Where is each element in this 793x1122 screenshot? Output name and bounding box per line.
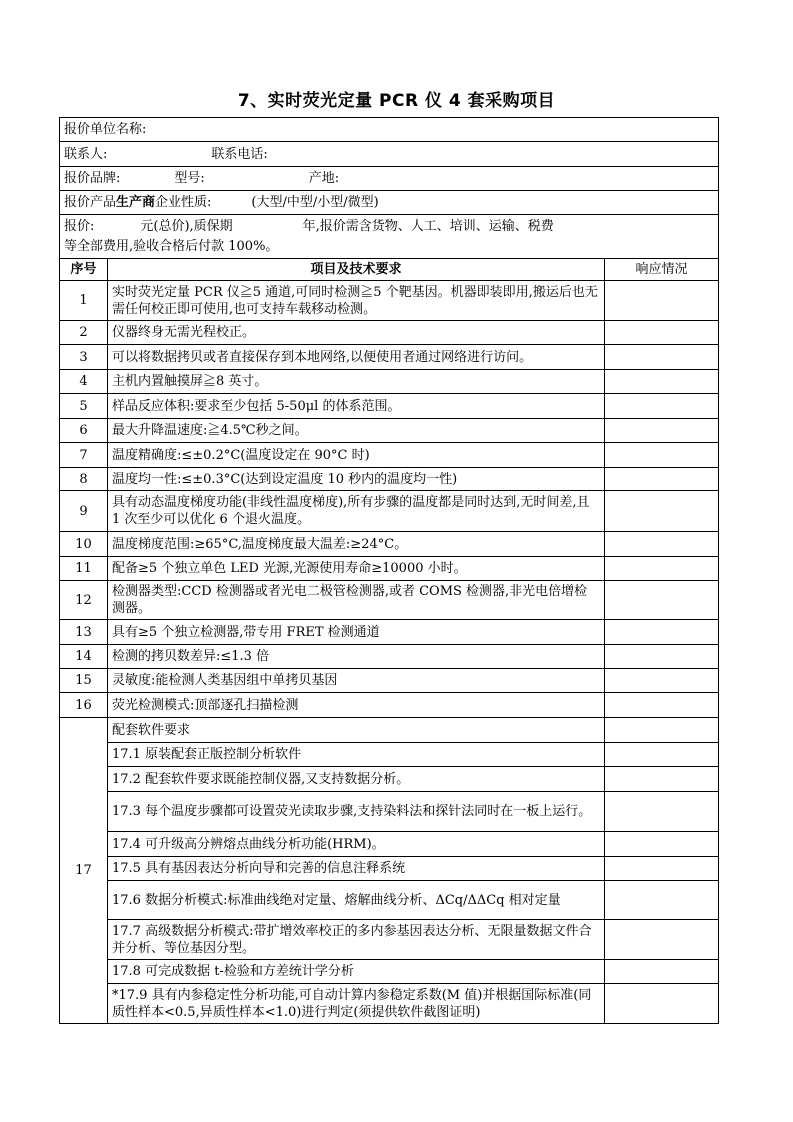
response-cell[interactable] (605, 419, 719, 443)
row-number: 7 (60, 443, 108, 468)
response-cell[interactable] (605, 620, 719, 645)
table-row (60, 792, 719, 832)
response-cell[interactable] (605, 792, 719, 832)
contact-person-label: 联系人: (64, 146, 108, 162)
response-cell[interactable] (605, 281, 719, 321)
row-number: 15 (60, 669, 108, 693)
brand-label: 报价品牌: (64, 171, 121, 186)
table-row (60, 321, 719, 345)
table-row (60, 693, 719, 718)
table-row (60, 468, 719, 491)
requirement-text: 具有动态温度梯度功能(非线性温度梯度),所有步骤的温度都是同时达到,无时间差,且 1 次至少可以优化 6 个退火温度。 (108, 491, 605, 532)
table-row (60, 832, 719, 857)
table-row (60, 960, 719, 984)
table-row (60, 920, 719, 960)
row-number: 3 (60, 345, 108, 370)
table-row (60, 984, 719, 1024)
response-cell[interactable] (605, 718, 719, 743)
price-payment-terms: 等全部费用,验收合格后付款 100%。 (64, 238, 279, 254)
requirement-text: 温度均一性:≤±0.3°C(达到设定温度 10 秒内的温度均一性) (108, 468, 605, 491)
requirement-text: 检测的拷贝数差异:≤1.3 倍 (108, 645, 605, 669)
software-requirement: 17.2 配套软件要求既能控制仪器,又支持数据分析。 (108, 767, 605, 792)
requirement-text: 灵敏度:能检测人类基因组中单拷贝基因 (108, 669, 605, 693)
requirement-text: 样品反应体积:要求至少包括 5-50μl 的体系范围。 (108, 394, 605, 419)
response-cell[interactable] (605, 557, 719, 581)
requirement-text: 主机内置触摸屏≧8 英寸。 (108, 370, 605, 394)
response-cell[interactable] (605, 345, 719, 370)
row-number: 10 (60, 532, 108, 557)
requirement-text: 检测器类型:CCD 检测器或者光电二极管检测器,或者 COMS 检测器,非光电倍增检测器。 (108, 581, 605, 620)
row-number: 14 (60, 645, 108, 669)
enterprise-options: (大型/中型/小型/微型) (251, 195, 379, 210)
row-number: 9 (60, 491, 108, 532)
response-cell[interactable] (605, 321, 719, 345)
table-row (60, 857, 719, 881)
software-requirement: *17.9 具有内参稳定性分析功能,可自动计算内参稳定系数(M 值)并根据国际标准(同质性样本<0.5,异质性样本<1.0)进行判定(须提供软件截图证明) (108, 984, 605, 1024)
row-number: 1 (60, 281, 108, 321)
response-cell[interactable] (605, 581, 719, 620)
row-number: 5 (60, 394, 108, 419)
software-requirement: 17.7 高级数据分析模式:带扩增效率校正的多内参基因表达分析、无限量数据文件合并分析、等位基因分型。 (108, 920, 605, 960)
response-cell[interactable] (605, 857, 719, 881)
requirement-text: 温度梯度范围:≥65°C,温度梯度最大温差:≥24°C。 (108, 532, 605, 557)
requirement-text: 最大升降温速度:≧4.5℃秒之间。 (108, 419, 605, 443)
table-row (60, 394, 719, 419)
table-row (60, 491, 719, 532)
response-cell[interactable] (605, 693, 719, 718)
software-requirement: 17.1 原装配套正版控制分析软件 (108, 743, 605, 767)
header-response: 响应情况 (605, 259, 719, 281)
response-cell[interactable] (605, 960, 719, 984)
table-row (60, 443, 719, 468)
row-number: 12 (60, 581, 108, 620)
requirement-text: 实时荧光定量 PCR 仪≧5 通道,可同时检测≧5 个靶基因。机器即装即用,搬运后也无需任何校正即可使用,也可支持车载移动检测。 (108, 281, 605, 321)
table-row (60, 581, 719, 620)
price-conditions: 年,报价需含货物、人工、培训、运输、税费 (302, 218, 554, 234)
response-cell[interactable] (605, 491, 719, 532)
response-cell[interactable] (605, 443, 719, 468)
row-number: 16 (60, 693, 108, 718)
info-row-price (60, 215, 719, 259)
table-row (60, 645, 719, 669)
enterprise-prefix: 报价产品 (64, 195, 117, 210)
table-row (60, 881, 719, 920)
table-row (60, 281, 719, 321)
response-cell[interactable] (605, 394, 719, 419)
requirement-text: 荧光检测模式:顶部逐孔扫描检测 (108, 693, 605, 718)
table-row (60, 620, 719, 645)
response-cell[interactable] (605, 984, 719, 1024)
table-row (60, 557, 719, 581)
table-row (60, 718, 719, 743)
contact-phone-label: 联系电话: (211, 146, 268, 162)
requirement-text: 仪器终身无需光程校正。 (108, 321, 605, 345)
response-cell[interactable] (605, 645, 719, 669)
origin-label: 产地: (308, 171, 340, 186)
response-cell[interactable] (605, 532, 719, 557)
response-cell[interactable] (605, 767, 719, 792)
response-cell[interactable] (605, 370, 719, 394)
unit-name-label: 报价单位名称: (60, 118, 719, 142)
row-number: 8 (60, 468, 108, 491)
software-requirement: 配套软件要求 (108, 718, 605, 743)
model-label: 型号: (174, 171, 205, 186)
response-cell[interactable] (605, 920, 719, 960)
info-row-contact (60, 142, 719, 167)
table-row (60, 669, 719, 693)
response-cell[interactable] (605, 832, 719, 857)
row-number: 4 (60, 370, 108, 394)
requirement-text: 温度精确度:≤±0.2°C(温度设定在 90°C 时) (108, 443, 605, 468)
software-requirement: 17.5 具有基因表达分析向导和完善的信息注释系统 (108, 857, 605, 881)
response-cell[interactable] (605, 468, 719, 491)
info-row-enterprise (60, 191, 719, 215)
header-requirement: 项目及技术要求 (108, 259, 605, 281)
response-cell[interactable] (605, 743, 719, 767)
header-row (60, 259, 719, 281)
table-row (60, 743, 719, 767)
header-seq: 序号 (60, 259, 108, 281)
row-number: 13 (60, 620, 108, 645)
table-row (60, 419, 719, 443)
row-number: 17 (60, 718, 108, 1024)
price-total-warranty: 元(总价),质保期 (140, 218, 233, 234)
table-row (60, 532, 719, 557)
software-requirement: 17.4 可升级高分辨熔点曲线分析功能(HRM)。 (108, 832, 605, 857)
table-row (60, 345, 719, 370)
procurement-table (59, 117, 719, 1024)
enterprise-bold: 生产商 (116, 195, 156, 210)
response-cell[interactable] (605, 669, 719, 693)
response-cell[interactable] (605, 881, 719, 920)
requirement-text: 具有≥5 个独立检测器,带专用 FRET 检测通道 (108, 620, 605, 645)
enterprise-suffix: 企业性质: (155, 195, 212, 210)
page-title: 7、实时荧光定量 PCR 仪 4 套采购项目 (237, 91, 556, 111)
row-number: 2 (60, 321, 108, 345)
table-row (60, 370, 719, 394)
row-number: 6 (60, 419, 108, 443)
software-requirement: 17.8 可完成数据 t-检验和方差统计学分析 (108, 960, 605, 984)
row-number: 11 (60, 557, 108, 581)
requirement-text: 配备≥5 个独立单色 LED 光源,光源使用寿命≥10000 小时。 (108, 557, 605, 581)
info-row-unit (60, 118, 719, 142)
software-requirement: 17.3 每个温度步骤都可设置荧光读取步骤,支持染料法和探针法同时在一板上运行。 (108, 792, 605, 832)
requirement-text: 可以将数据拷贝或者直接保存到本地网络,以便使用者通过网络进行访问。 (108, 345, 605, 370)
info-row-brand (60, 167, 719, 191)
table-row (60, 767, 719, 792)
price-label: 报价: (64, 218, 95, 234)
software-requirement: 17.6 数据分析模式:标准曲线绝对定量、熔解曲线分析、ΔCq/ΔΔCq 相对定量 (108, 881, 605, 920)
